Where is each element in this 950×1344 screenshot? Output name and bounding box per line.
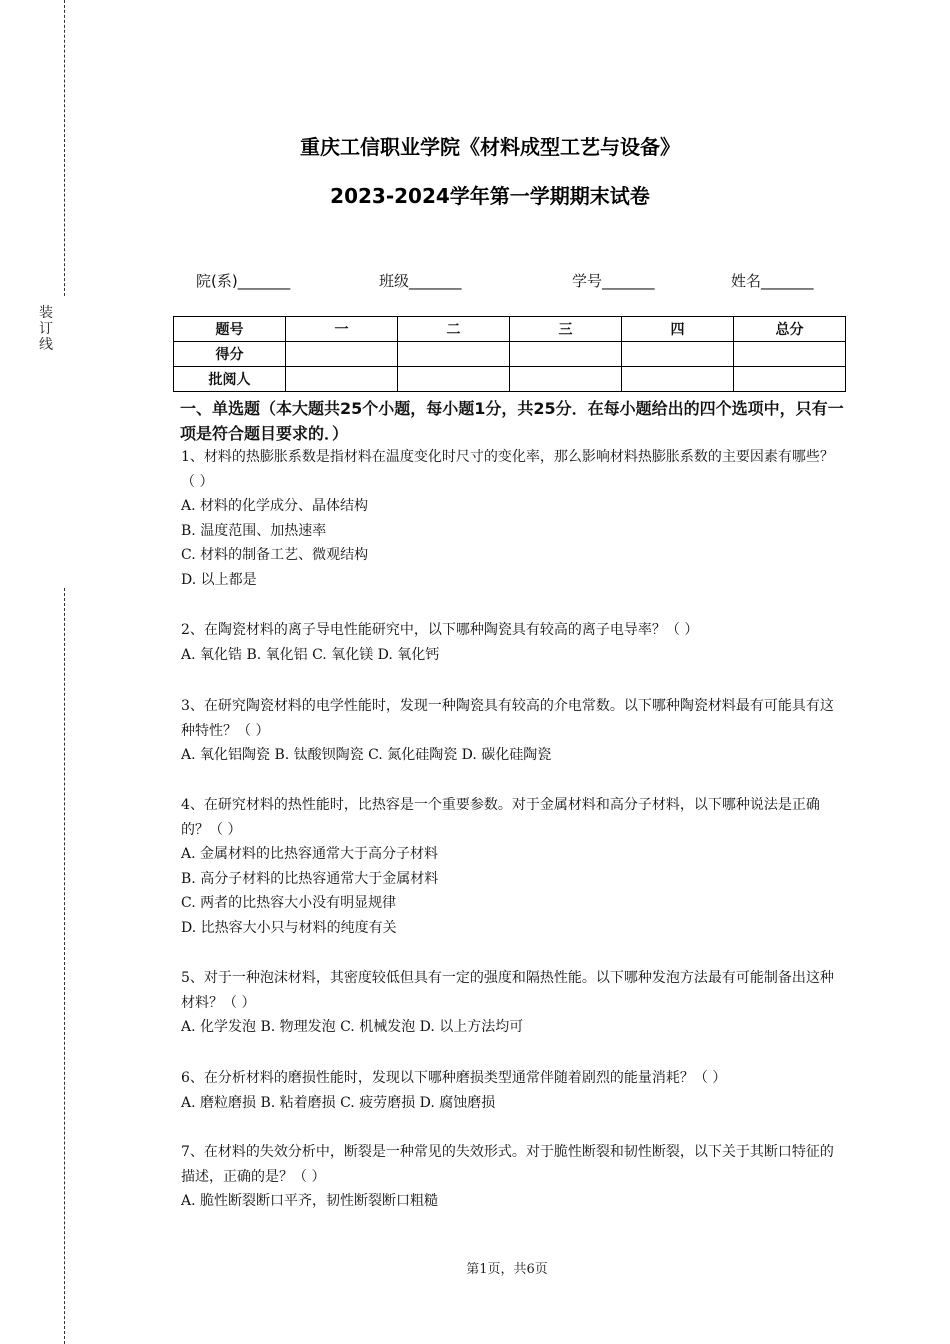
question-2 xyxy=(181,618,846,667)
options-line: A. 氧化锆 B. 氧化铝 C. 氧化镁 D. 氧化钙 xyxy=(181,646,440,663)
option-a: A. 材料的化学成分、晶体结构 xyxy=(181,498,369,514)
name-field[interactable]: 姓名_______ xyxy=(731,272,814,290)
row-label-cell: 批阅人 xyxy=(174,367,286,392)
grader-cell[interactable] xyxy=(286,367,398,392)
question-text: 2、在陶瓷材料的离子导电性能研究中，以下哪种陶瓷具有较高的离子电导率？（ ） xyxy=(181,622,699,638)
class-field[interactable]: 班级_______ xyxy=(379,272,462,290)
options-line: A. 化学发泡 B. 物理发泡 C. 机械发泡 D. 以上方法均可 xyxy=(181,1019,524,1035)
binding-char: 线 xyxy=(39,337,53,353)
header-cell: 题号 xyxy=(174,317,286,342)
options-line: A. 磨粒磨损 B. 粘着磨损 C. 疲劳磨损 D. 腐蚀磨损 xyxy=(181,1094,496,1111)
question-text: 3、在研究陶瓷材料的电学性能时，发现一种陶瓷具有较高的介电常数。以下哪种陶瓷材料最有可能具有这种特性？（ ） xyxy=(181,698,834,739)
score-table xyxy=(173,316,846,392)
score-row xyxy=(174,342,846,367)
score-cell[interactable] xyxy=(734,342,846,367)
header-cell: 总分 xyxy=(734,317,846,342)
binding-char: 订 xyxy=(39,321,53,337)
grader-cell[interactable] xyxy=(398,367,510,392)
grader-cell[interactable] xyxy=(510,367,622,392)
option-a: A. 脆性断裂断口平齐，韧性断裂断口粗糙 xyxy=(181,1193,439,1209)
option-b: B. 高分子材料的比热容通常大于金属材料 xyxy=(181,870,439,887)
option-a: A. 金属材料的比热容通常大于高分子材料 xyxy=(181,846,439,862)
score-cell[interactable] xyxy=(398,342,510,367)
score-table-header-row xyxy=(174,317,846,342)
option-c: C. 材料的制备工艺、微观结构 xyxy=(181,547,369,563)
question-text: 1、材料的热膨胀系数是指材料在温度变化时尺寸的变化率，那么影响材料热膨胀系数的主要因素有哪些？（ ） xyxy=(181,449,834,490)
binding-char: 装 xyxy=(39,305,53,321)
score-cell[interactable] xyxy=(286,342,398,367)
header-cell: 二 xyxy=(398,317,510,342)
option-c: C. 两者的比热容大小没有明显规律 xyxy=(181,895,397,911)
header-cell: 一 xyxy=(286,317,398,342)
student-id-field[interactable]: 学号_______ xyxy=(572,272,655,290)
section-heading: 一、单选题（本大题共25个小题，每小题1分，共25分．在每小题给出的四个选项中，只有一项是符合题目要求的．） xyxy=(180,399,844,443)
grader-cell[interactable] xyxy=(622,367,734,392)
question-text: 4、在研究材料的热性能时，比热容是一个重要参数。对于金属材料和高分子材料，以下哪种说法是正确的？（ ） xyxy=(181,797,820,838)
question-6 xyxy=(181,1066,846,1115)
grader-cell[interactable] xyxy=(734,367,846,392)
question-7 xyxy=(181,1140,846,1214)
options-line: A. 氧化铝陶瓷 B. 钛酸钡陶瓷 C. 氮化硅陶瓷 D. 碳化硅陶瓷 xyxy=(181,747,552,763)
question-text: 7、在材料的失效分析中，断裂是一种常见的失效形式。对于脆性断裂和韧性断裂，以下关于其断口特征的描述，正确的是？（ ） xyxy=(181,1144,834,1185)
score-cell[interactable] xyxy=(510,342,622,367)
exam-title-line2: 2023-2024学年第一学期期末试卷 xyxy=(330,184,650,208)
question-4 xyxy=(181,793,846,940)
page-number: 第1页，共6页 xyxy=(466,1262,548,1277)
question-text: 6、在分析材料的磨损性能时，发现以下哪种磨损类型通常伴随着剧烈的能量消耗？（ ） xyxy=(181,1070,727,1086)
question-1 xyxy=(181,445,846,592)
question-3 xyxy=(181,694,846,768)
department-field[interactable]: 院(系)_______ xyxy=(196,272,291,290)
grader-row xyxy=(174,367,846,392)
score-cell[interactable] xyxy=(622,342,734,367)
header-cell: 四 xyxy=(622,317,734,342)
binding-dashed-line-bottom xyxy=(64,588,65,1344)
option-d: D. 比热容大小只与材料的纯度有关 xyxy=(181,919,397,936)
question-5 xyxy=(181,966,846,1040)
binding-label xyxy=(38,305,54,353)
header-cell: 三 xyxy=(510,317,622,342)
row-label-cell: 得分 xyxy=(174,342,286,367)
option-b: B. 温度范围、加热速率 xyxy=(181,522,327,539)
option-d: D. 以上都是 xyxy=(181,571,257,588)
exam-title-line1: 重庆工信职业学院《材料成型工艺与设备》 xyxy=(300,135,680,159)
question-text: 5、对于一种泡沫材料，其密度较低但具有一定的强度和隔热性能。以下哪种发泡方法最有可能制备出这种材料？（ ） xyxy=(181,970,834,1011)
student-info-row xyxy=(0,270,950,292)
